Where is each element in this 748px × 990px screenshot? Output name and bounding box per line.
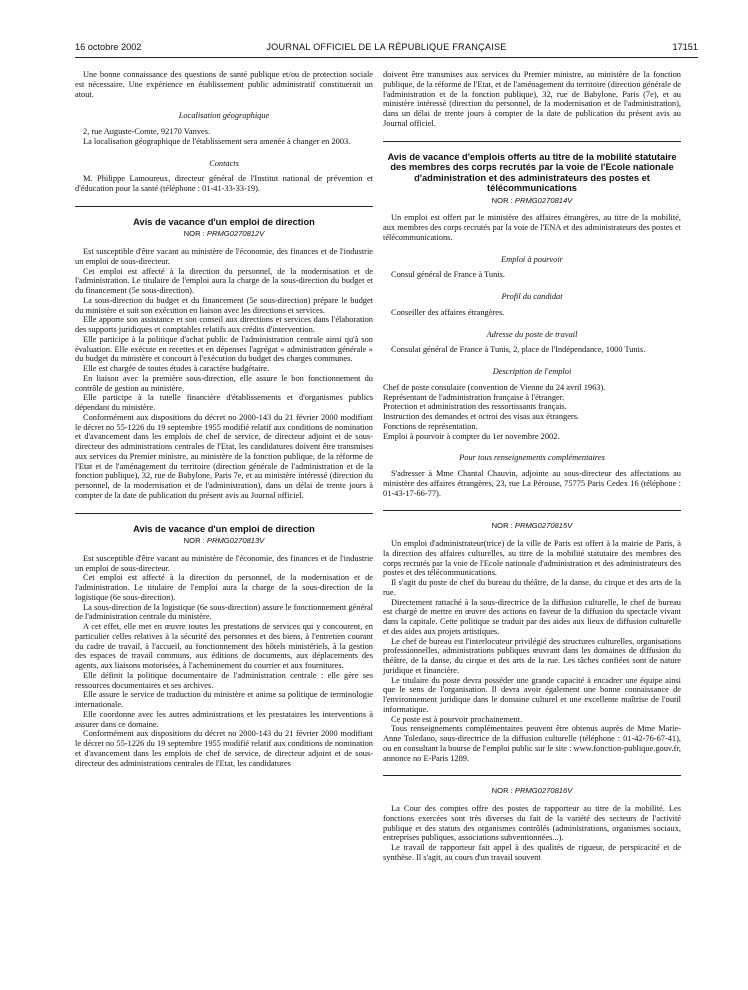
paragraph: Conformément aux dispositions du décret no 2000-143 du 21 février 2000 modifiant le décret no 55-1226 du 19 septembre 1955 modifié relatif aux conditions de nomination et d'avancement dans les emplois de chef de service, de directeur adjoint et de sous-directeur des administrations centrales de l'Etat, les candidatures doivent être transmises aux services du Premier ministre, au ministère de la fonction publique, de la réforme de l'Etat et de l'aménagement du territoire (direction générale de l'administration et de la fonction publique), 32, rue de Babylone, Paris 7e, et au ministère intéressé (direction du personnel, de la modernisation et de l'administration), dans un délai de trente jours à compter de la date de publication du présent avis au Journal officiel.: [75, 412, 373, 500]
paragraph: Conformément aux dispositions du décret no 2000-143 du 21 février 2000 modifiant le décret no 55-1226 du 19 septembre 1955 modifié relatif aux conditions de nomination et d'avancement dans les emplois de chef de service, de directeur adjoint et de sous-directeur des administrations centrales de l'Etat, les candidatures: [75, 729, 373, 768]
section-divider: [383, 510, 681, 511]
paragraph: Emploi à pourvoir à compter du 1er novembre 2002.: [383, 431, 560, 441]
paragraph: Directement rattaché à la sous-directrice de la diffusion culturelle, le chef de bureau est chargé de mettre en œuvre des actions en faveur de la diffusion du spectacle vivant dans la capitale. Cette politique se traduit par des aides aux lieux de diffusion culturelle et des aides aux projets artistiques.: [383, 597, 681, 636]
right-column: [383, 70, 681, 863]
s5-nor-label: NOR :: [491, 786, 515, 796]
s3-nor-label: NOR :: [491, 195, 515, 205]
adresse-subheading: Adresse du poste de travail: [486, 329, 578, 339]
s2-body: [75, 554, 373, 769]
renseignements-text: S'adresser à Mme Chantal Chauvin, adjointe au sous-directeur des affectations au ministère des affaires étrangères, 23, rue La Pérouse, 75775 Paris Cedex 16 (téléphone : 01-43-17-66-77).: [383, 469, 681, 498]
header-rule: [75, 57, 698, 58]
s1-nor-code: PRMG0270812V: [206, 229, 265, 239]
paragraph: Le titulaire du poste devra posséder une grande capacité à encadrer une équipe ainsi que le sens de l'organisation. Il devra avoir également une bonne connaissance de l'environnement juridique dans le domaine culturel et une excellente maîtrise de l'outil informatique.: [383, 675, 681, 714]
paragraph: Le travail de rapporteur fait appel à des qualités de rigueur, de perspicacité et de synthèse. Il s'agit, au cours d'un travail souvent: [383, 843, 681, 862]
paragraph: Le chef de bureau est l'interlocuteur privilégié des structures culturelles, organisations professionnelles, administrations publiques œuvrant dans les domaines de diffusion du théâtre, de la danse, du cirque et des arts de la rue. Les tâches confiées sont de nature juridique et financière.: [383, 636, 681, 675]
header-date: 16 octobre 2002: [75, 42, 142, 52]
paragraph: La Cour des comptes offre des postes de rapporteur au titre de la mobilité. Les fonctions exercées sont très diverses du fait de la variété des secteurs de l'activité publique et des statuts des organismes contrôlés (administrations, organismes sociaux, entreprises publiques, associations subventionnées...).: [383, 804, 681, 843]
paragraph: Elle définit la politique documentaire de l'administration centrale : elle gère ses ressources documentaires et ses archives.: [75, 670, 373, 690]
emploi-subheading: Emploi à pourvoir: [501, 254, 563, 264]
paragraph: Est susceptible d'être vacant au ministère de l'économie, des finances et de l'industrie un emploi de sous-directeur.: [75, 247, 373, 266]
paragraph: Instruction des demandes et octroi des visas aux étrangers.: [383, 412, 580, 421]
paragraph: Ce poste est à pourvoir prochainement.: [391, 714, 523, 724]
continuation-paragraph: doivent être transmises aux services du Premier ministre, au ministère de la fonction publique, de la réforme de l'Etat, et de l'aménagement du territoire (direction générale de l'administration et de la fonction publique), 32, rue de Babylone, Paris (7e), et au ministère intéressé (direction du personnel, de la modernisation et de l'administration), dans un délai de trente jours à compter de la date de publication du présent avis au Journal officiel.: [383, 70, 681, 128]
s1-nor: [75, 229, 373, 239]
paragraph: En liaison avec la première sous-direction, elle assure le bon fonctionnement du contrôle de gestion au ministère.: [75, 373, 373, 393]
contacts-subheading: Contacts: [209, 158, 239, 168]
s1-title: Avis de vacance d'un emploi de direction: [133, 216, 315, 227]
paragraph: Est susceptible d'être vacant au ministère de l'économie, des finances et de l'industrie un emploi de sous-directeur.: [75, 553, 373, 573]
loc-subheading: Localisation géographique: [178, 111, 270, 121]
paragraph: La sous-direction de la logistique (6e sous-direction) assure le fonctionnement général de l'administration centrale du ministère.: [75, 602, 373, 622]
s5-nor-code: PRMG0270816V: [514, 786, 573, 796]
paragraph: Un emploi d'administrateur(trice) de la ville de Paris est offert à la mairie de Paris, à la direction des affaires culturelles, au titre de la mobilité statutaire des membres des corps recrutés par la voie de l'Ecole nationale d'administration et des administrateurs des postes et des télécommunications.: [383, 539, 681, 578]
paragraph: Elle apporte son assistance et son conseil aux directions et services dans l'élaboration des supports juridiques et comptables relatifs aux crédits d'intervention.: [75, 315, 373, 334]
left-column: [75, 70, 373, 768]
intro-paragraph: Une bonne connaissance des questions de santé publique et/ou de protection sociale est nécessaire. Une expérience en établissement public administratif constituerait un atout.: [75, 70, 373, 99]
paragraph: Chef de poste consulaire (convention de Vienne du 24 avril 1963).: [383, 382, 606, 392]
section-divider: [75, 206, 373, 207]
header-page-number: 17151: [672, 42, 698, 52]
s2-title: Avis de vacance d'un emploi de direction: [133, 523, 315, 534]
s5-nor: [383, 786, 681, 796]
s4-nor: [383, 521, 681, 531]
section-divider: [75, 513, 373, 514]
s3-nor-code: PRMG0270814V: [514, 195, 573, 205]
paragraph: A cet effet, elle met en œuvre toutes les prestations de services qui y concourent, en particulier celles relatives à la sécurité des personnes et des biens, à l'entretien courant du cadre de travail, à l'accueil, au fonctionnement des hôtels ministériels, à la gestion des espaces de travail communs, aux éditions de documents, aux déplacements des agents, aux liaisons motorisées, à l'acheminement du courrier et aux fournitures.: [75, 622, 373, 670]
s4-nor-code: PRMG0270815V: [514, 521, 573, 531]
paragraph: Elle participe à la tutelle financière d'établissements et d'organismes publics dépendant du ministère.: [75, 393, 373, 412]
loc-note: La localisation géographique de l'établissement sera amenée à changer en 2003.: [83, 136, 351, 146]
description-body: [383, 383, 681, 442]
paragraph: Elle est chargée de toutes études à caractère budgétaire.: [83, 364, 270, 373]
s3-title: Avis de vacance d'emplois offerts au titre de la mobilité statutaire des membres des corps recrutés par la voie de l'Ecole nationale d'administration et des administrateurs des postes et télécommunications: [387, 151, 677, 193]
s2-nor: [75, 536, 373, 546]
paragraph: Protection et administration des ressortissants français.: [383, 402, 567, 412]
s1-nor-label: NOR :: [183, 229, 207, 239]
s2-nor-label: NOR :: [183, 536, 207, 545]
s3-intro: Un emploi est offert par le ministère des affaires étrangères, au titre de la mobilité, aux membres des corps recrutés par la voie de l'ENA et des administrateurs des postes et télécommunications.: [383, 213, 681, 242]
loc-address: 2, rue Auguste-Comte, 92170 Vanves.: [83, 127, 211, 136]
profil-text: Conseiller des affaires étrangères.: [391, 307, 505, 317]
emploi-text: Consul général de France à Tunis.: [391, 270, 505, 280]
paragraph: Elle assure le service de traduction du ministère et anime sa politique de terminologie internationale.: [75, 690, 373, 709]
page-header: [75, 42, 698, 56]
paragraph: Cet emploi est affecté à la direction du personnel, de la modernisation et de l'administration. Le titulaire de l'emploi aura la charge de la sous-direction du budget et du financement (5e sous-direction).: [75, 266, 373, 295]
s2-nor-code: PRMG0270813V: [206, 536, 265, 545]
s5-body: [383, 804, 681, 863]
renseignements-subheading: Pour tous renseignements complémentaires: [459, 453, 605, 463]
paragraph: Elle coordonne avec les autres administrations et les prestataires les interventions à assurer dans ce domaine.: [75, 709, 373, 729]
s4-nor-label: NOR :: [491, 521, 515, 531]
paragraph: Fonctions de représentation.: [383, 421, 478, 431]
description-subheading: Description de l'emploi: [492, 367, 572, 376]
paragraph: Elle participe à la politique d'achat public de l'administration centrale ainsi qu'à son évaluation. Elle exécute en recettes et en dépenses l'agrégat « administration générale » du budget du ministère et concourt à l'exécution du budget des charges communes.: [75, 334, 373, 364]
paragraph: La sous-direction du budget et du financement (5e sous-direction) prépare le budget du ministère et suit son exécution en liaison avec les directions et services.: [75, 295, 373, 315]
profil-subheading: Profil du candidat: [501, 292, 563, 301]
s4-body: [383, 539, 681, 763]
s1-body: [75, 247, 373, 501]
paragraph: Tous renseignements complémentaires peuvent être obtenus auprès de Mme Marie-Anne Toledano, sous-directrice de la diffusion culturelle (téléphone : 01-42-76-67-41), ou en consultant la bourse de l'emploi public sur le site : www.fonction-publique.gouv.fr, annonce no E-Paris 1289.: [383, 724, 681, 763]
header-journal-title: JOURNAL OFFICIEL DE LA RÉPUBLIQUE FRANÇAISE: [266, 42, 507, 52]
paragraph: Cet emploi est affecté à la direction du personnel, de la modernisation et de l'administration. Le titulaire de l'emploi aura la charge de la sous-direction de la logistique (6e sous-direction).: [75, 573, 373, 602]
contacts-paragraph: M. Philippe Lamoureux, directeur général de l'Institut national de prévention et d'éducation pour la santé (téléphone : 01-41-33-33-19).: [75, 174, 373, 193]
s3-nor: [383, 196, 681, 206]
adresse-text: Consulat général de France à Tunis, 2, place de l'Indépendance, 1000 Tunis.: [391, 345, 646, 355]
paragraph: Il s'agit du poste de chef du bureau du théâtre, de la danse, du cirque et des arts de la rue.: [383, 578, 681, 597]
section-divider: [383, 141, 681, 142]
paragraph: Représentant de l'administration française à l'étranger.: [383, 392, 565, 402]
section-divider: [383, 775, 681, 776]
